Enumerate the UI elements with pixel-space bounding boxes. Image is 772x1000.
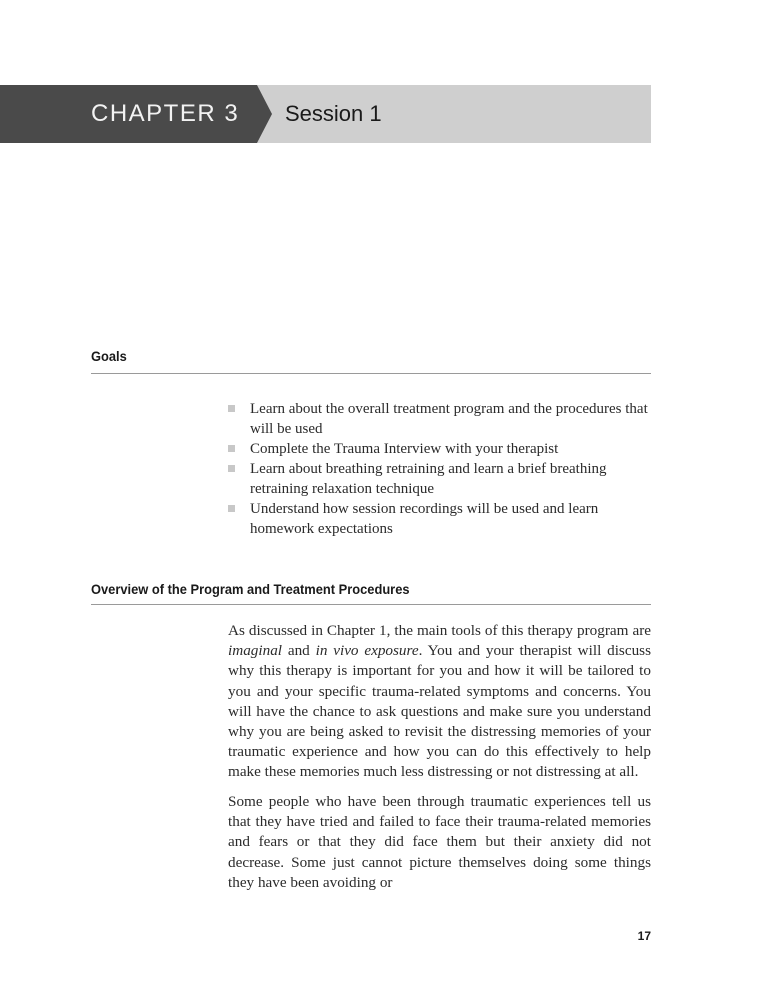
goal-item: Understand how session recordings will be used and learn homework expectations <box>228 499 653 539</box>
overview-paragraph-1: As discussed in Chapter 1, the main tools of this therapy program are imaginal and in vivo exposure. You and your therapist will discuss why this therapy is important for you and how it will be tailored to you and your specific trauma-related symptoms and concerns. You will have the chance to ask questions and make sure you understand why you are being asked to revisit the distressing memories of your traumatic experience and how you can do this effectively to help make these memories much less distressing or not distressing at all. <box>228 622 652 781</box>
square-bullet-icon <box>228 405 235 412</box>
goals-divider <box>91 373 651 374</box>
square-bullet-icon <box>228 445 235 452</box>
goal-item: Complete the Trauma Interview with your therapist <box>228 439 653 459</box>
goal-item: Learn about the overall treatment program and the procedures that will be used <box>228 399 653 439</box>
session-title: Session 1 <box>285 101 382 126</box>
overview-heading: Overview of the Program and Treatment Procedures <box>91 581 410 597</box>
square-bullet-icon <box>228 505 235 512</box>
page-number: 17 <box>637 929 651 943</box>
square-bullet-icon <box>228 465 235 472</box>
goal-item: Learn about breathing retraining and learn a brief breathing retraining relaxation technique <box>228 459 653 499</box>
chapter-label: CHAPTER 3 <box>91 100 240 127</box>
goals-heading: Goals <box>91 348 127 364</box>
overview-paragraph-2: Some people who have been through traumatic experiences tell us that they have tried and failed to face their trauma-related memories and fears or that they did face them but their anxiety did not decrease. Some just cannot picture themselves doing some things they have been avoiding or <box>228 793 651 891</box>
overview-divider <box>91 604 651 605</box>
goals-list <box>228 399 653 539</box>
